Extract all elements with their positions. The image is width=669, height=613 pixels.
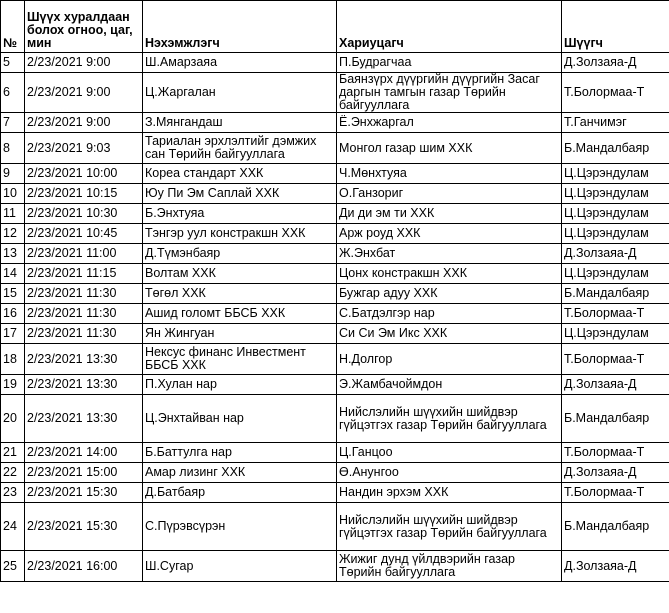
defendant-cell: Э.Жамбачоймдон [337, 375, 562, 395]
table-row [1, 73, 669, 113]
defendant-cell: С.Батдэлгэр нар [337, 304, 562, 324]
defendant-cell: Жижиг дунд үйлдвэрийн газар Төрийн байгууллага [337, 551, 562, 582]
datetime-cell: 2/23/2021 10:30 [25, 204, 143, 224]
datetime-cell: 2/23/2021 10:45 [25, 224, 143, 244]
defendant-cell: Баянзүрх дүүргийн дүүргийн Засаг даргын тамгын газар Төрийн байгууллага [337, 73, 562, 113]
table-row [1, 133, 669, 164]
header-number: № [1, 1, 25, 53]
defendant-cell: Ч.Мөнхтуяа [337, 164, 562, 184]
judge-cell: Ц.Цэрэндулам [562, 184, 669, 204]
datetime-cell: 2/23/2021 13:30 [25, 395, 143, 443]
row-number-cell: 14 [1, 264, 25, 284]
plaintiff-cell: Ш.Сугар [143, 551, 337, 582]
plaintiff-cell: Д.Батбаяр [143, 483, 337, 503]
table-row [1, 224, 669, 244]
table-row [1, 483, 669, 503]
defendant-cell: Н.Долгор [337, 344, 562, 375]
row-number-cell: 10 [1, 184, 25, 204]
judge-cell: Т.Болормаа-Т [562, 443, 669, 463]
plaintiff-cell: Д.Түмэнбаяр [143, 244, 337, 264]
judge-cell: Б.Мандалбаяр [562, 284, 669, 304]
plaintiff-cell: З.Мянгандаш [143, 113, 337, 133]
datetime-cell: 2/23/2021 11:30 [25, 304, 143, 324]
row-number-cell: 23 [1, 483, 25, 503]
table-row [1, 113, 669, 133]
plaintiff-cell: Төгөл ХХК [143, 284, 337, 304]
table-row [1, 551, 669, 582]
header-judge: Шүүгч [562, 1, 669, 53]
row-number-cell: 11 [1, 204, 25, 224]
plaintiff-cell: Б.Энхтуяа [143, 204, 337, 224]
row-number-cell: 9 [1, 164, 25, 184]
table-row [1, 53, 669, 73]
plaintiff-cell: Юу Пи Эм Саплай ХХК [143, 184, 337, 204]
table-row [1, 284, 669, 304]
datetime-cell: 2/23/2021 11:15 [25, 264, 143, 284]
defendant-cell: Монгол газар шим ХХК [337, 133, 562, 164]
header-datetime: Шүүх хуралдаан болох огноо, цаг, мин [25, 1, 143, 53]
judge-cell: Б.Мандалбаяр [562, 395, 669, 443]
defendant-cell: Ц.Ганцоо [337, 443, 562, 463]
datetime-cell: 2/23/2021 9:00 [25, 113, 143, 133]
judge-cell: Ц.Цэрэндулам [562, 164, 669, 184]
table-row [1, 344, 669, 375]
defendant-cell: Нийслэлийн шүүхийн шийдвэр гүйцэтгэх газар Төрийн байгууллага [337, 503, 562, 551]
defendant-cell: Ө.Анунгоо [337, 463, 562, 483]
judge-cell: Д.Золзаяа-Д [562, 375, 669, 395]
judge-cell: Т.Болормаа-Т [562, 483, 669, 503]
plaintiff-cell: Тариалан эрхлэлтийг дэмжих сан Төрийн байгууллага [143, 133, 337, 164]
judge-cell: Д.Золзаяа-Д [562, 551, 669, 582]
defendant-cell: Ж.Энхбат [337, 244, 562, 264]
table-row [1, 184, 669, 204]
defendant-cell: Нийслэлийн шүүхийн шийдвэр гүйцэтгэх газар Төрийн байгууллага [337, 395, 562, 443]
plaintiff-cell: Б.Баттулга нар [143, 443, 337, 463]
table-row [1, 503, 669, 551]
table-row [1, 244, 669, 264]
row-number-cell: 5 [1, 53, 25, 73]
plaintiff-cell: Ян Жингуан [143, 324, 337, 344]
judge-cell: Ц.Цэрэндулам [562, 324, 669, 344]
datetime-cell: 2/23/2021 11:30 [25, 324, 143, 344]
defendant-cell: О.Ганзориг [337, 184, 562, 204]
judge-cell: Д.Золзаяа-Д [562, 244, 669, 264]
row-number-cell: 12 [1, 224, 25, 244]
row-number-cell: 6 [1, 73, 25, 113]
datetime-cell: 2/23/2021 10:00 [25, 164, 143, 184]
defendant-cell: Нандин эрхэм ХХК [337, 483, 562, 503]
datetime-cell: 2/23/2021 15:30 [25, 503, 143, 551]
header-plaintiff: Нэхэмжлэгч [143, 1, 337, 53]
datetime-cell: 2/23/2021 15:30 [25, 483, 143, 503]
row-number-cell: 7 [1, 113, 25, 133]
datetime-cell: 2/23/2021 15:00 [25, 463, 143, 483]
defendant-cell: Ди ди эм ти ХХК [337, 204, 562, 224]
datetime-cell: 2/23/2021 11:30 [25, 284, 143, 304]
datetime-cell: 2/23/2021 13:30 [25, 375, 143, 395]
datetime-cell: 2/23/2021 10:15 [25, 184, 143, 204]
judge-cell: Ц.Цэрэндулам [562, 224, 669, 244]
plaintiff-cell: С.Пүрэвсүрэн [143, 503, 337, 551]
plaintiff-cell: Волтам ХХК [143, 264, 337, 284]
table-row [1, 304, 669, 324]
plaintiff-cell: Тэнгэр уул констракшн ХХК [143, 224, 337, 244]
plaintiff-cell: Ц.Жаргалан [143, 73, 337, 113]
row-number-cell: 22 [1, 463, 25, 483]
table-row [1, 443, 669, 463]
plaintiff-cell: Ш.Амарзаяа [143, 53, 337, 73]
row-number-cell: 25 [1, 551, 25, 582]
row-number-cell: 8 [1, 133, 25, 164]
datetime-cell: 2/23/2021 9:00 [25, 53, 143, 73]
defendant-cell: Ё.Энхжаргал [337, 113, 562, 133]
defendant-cell: Си Си Эм Икс ХХК [337, 324, 562, 344]
defendant-cell: П.Будрагчаа [337, 53, 562, 73]
plaintiff-cell: Кореа стандарт ХХК [143, 164, 337, 184]
table-row [1, 463, 669, 483]
datetime-cell: 2/23/2021 9:00 [25, 73, 143, 113]
plaintiff-cell: Ашид голомт ББСБ ХХК [143, 304, 337, 324]
judge-cell: Б.Мандалбаяр [562, 503, 669, 551]
row-number-cell: 21 [1, 443, 25, 463]
row-number-cell: 18 [1, 344, 25, 375]
datetime-cell: 2/23/2021 14:00 [25, 443, 143, 463]
row-number-cell: 15 [1, 284, 25, 304]
table-row [1, 264, 669, 284]
plaintiff-cell: П.Хулан нар [143, 375, 337, 395]
header-defendant: Хариуцагч [337, 1, 562, 53]
defendant-cell: Бужгар адуу ХХК [337, 284, 562, 304]
defendant-cell: Цонх констракшн ХХК [337, 264, 562, 284]
datetime-cell: 2/23/2021 11:00 [25, 244, 143, 264]
plaintiff-cell: Нексус финанс Инвестмент ББСБ ХХК [143, 344, 337, 375]
judge-cell: Т.Болормаа-Т [562, 73, 669, 113]
table-row [1, 324, 669, 344]
datetime-cell: 2/23/2021 9:03 [25, 133, 143, 164]
table-row [1, 204, 669, 224]
judge-cell: Д.Золзаяа-Д [562, 53, 669, 73]
row-number-cell: 13 [1, 244, 25, 264]
row-number-cell: 24 [1, 503, 25, 551]
plaintiff-cell: Амар лизинг ХХК [143, 463, 337, 483]
datetime-cell: 2/23/2021 13:30 [25, 344, 143, 375]
header-row [1, 1, 669, 53]
row-number-cell: 16 [1, 304, 25, 324]
plaintiff-cell: Ц.Энхтайван нар [143, 395, 337, 443]
row-number-cell: 17 [1, 324, 25, 344]
table-row [1, 164, 669, 184]
datetime-cell: 2/23/2021 16:00 [25, 551, 143, 582]
judge-cell: Б.Мандалбаяр [562, 133, 669, 164]
judge-cell: Д.Золзаяа-Д [562, 463, 669, 483]
judge-cell: Ц.Цэрэндулам [562, 264, 669, 284]
judge-cell: Т.Болормаа-Т [562, 344, 669, 375]
row-number-cell: 19 [1, 375, 25, 395]
judge-cell: Ц.Цэрэндулам [562, 204, 669, 224]
judge-cell: Т.Ганчимэг [562, 113, 669, 133]
defendant-cell: Арж роуд ХХК [337, 224, 562, 244]
table-row [1, 395, 669, 443]
judge-cell: Т.Болормаа-Т [562, 304, 669, 324]
table-row [1, 375, 669, 395]
row-number-cell: 20 [1, 395, 25, 443]
